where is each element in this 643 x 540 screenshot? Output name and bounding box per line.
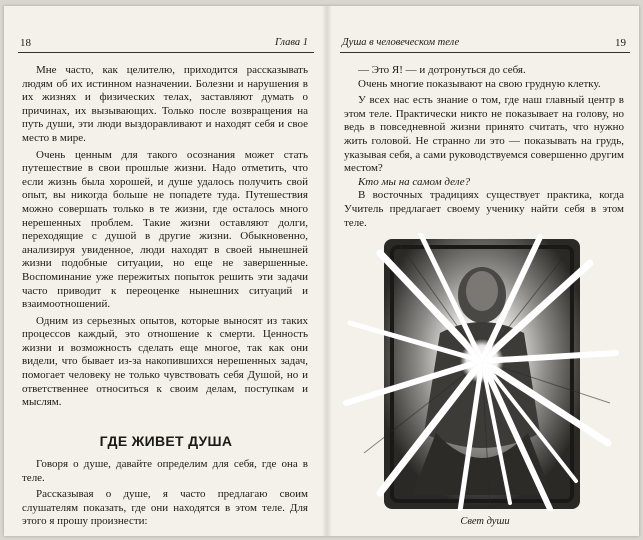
figure-caption: Свет души	[460, 516, 510, 527]
soul-light-illustration	[340, 233, 624, 511]
paragraph: Очень ценным для такого осознания может стать путешествие в свои прошлые жизни. Надо отметить, что если жизнь была хорошей, и душе удалось получить свой опыт, вы никогда больше не попадете туда. Путешествия можно совершать только в те жизни, где осталось много нерешенных проблем. Такие жизни оставляют долги, переходящие с душой в другие жизни. Обыкновенно, анализируя увиденное, люди находят в своей нынешней жизни подобные ситуации, но еще не завершенные. Воспоминание уже пережитых попыток решить эти задачи часто приводит к переоценке нынешних ситуаций и взаимоотношений.	[22, 148, 308, 311]
paragraph: Говоря о душе, давайте определим для себя, где она в теле.	[22, 458, 308, 484]
question-line: Кто мы на самом деле?	[358, 175, 471, 188]
left-running-head	[18, 36, 314, 53]
paragraph: — Это Я! — и дотронуться до себя.	[358, 64, 526, 76]
right-running-head	[340, 36, 630, 53]
left-page-number: 18	[20, 37, 31, 49]
paragraph: Очень многие показывают на свою грудную клетку.	[358, 77, 601, 90]
paragraph: У всех нас есть знание о том, где наш главный центр в этом теле. Практически никто не показывает на голову, но ведь в повседневной жизни принято считать, что нужно жить головой. Не странно ли это — показывать на грудь, указывая себя, а сами руководствуемся совершенно другим местом?	[344, 94, 624, 175]
left-page	[18, 6, 314, 536]
right-running-title: Душа в человеческом теле	[342, 37, 460, 48]
paragraph: Рассказывая о душе, я часто предлагаю своим слушателям показать, где они находятся в этом теле. Для этого я прошу произнести:	[22, 488, 308, 528]
right-page-number: 19	[615, 37, 626, 49]
paragraph: В восточных традициях существует практика, когда Учитель предлагает своему ученику найти себя в этом теле.	[344, 189, 624, 229]
left-section-text	[22, 458, 308, 529]
left-running-title: Глава 1	[275, 37, 308, 48]
left-body-text	[22, 64, 308, 410]
paragraph: Мне часто, как целителю, приходится рассказывать людям об их истинном назначении. Болезни и нарушения в их жизнях и физических телах, заставляют думать о причинах, их вызывающих. Только после возвращения на путь души, эти люди выздоравливают и находят себя и свое место в мире.	[22, 64, 308, 144]
book-gutter	[322, 6, 332, 536]
right-body-text	[344, 64, 624, 230]
section-heading: ГДЕ ЖИВЕТ ДУША	[99, 433, 233, 449]
right-page	[340, 6, 630, 536]
paragraph: Одним из серьезных опытов, которые выносят из таких процессов каждый, это отношение к смерти. Ценность жизни и возможность сделать еще многое, так как они видели, что бывает из-за накопившихся нерешенных задач, помогает человеку не только чувствовать себя Душой, но и ответственнее относиться к своим делам, поступкам и мыслям.	[22, 314, 308, 409]
book-spread	[4, 6, 639, 536]
